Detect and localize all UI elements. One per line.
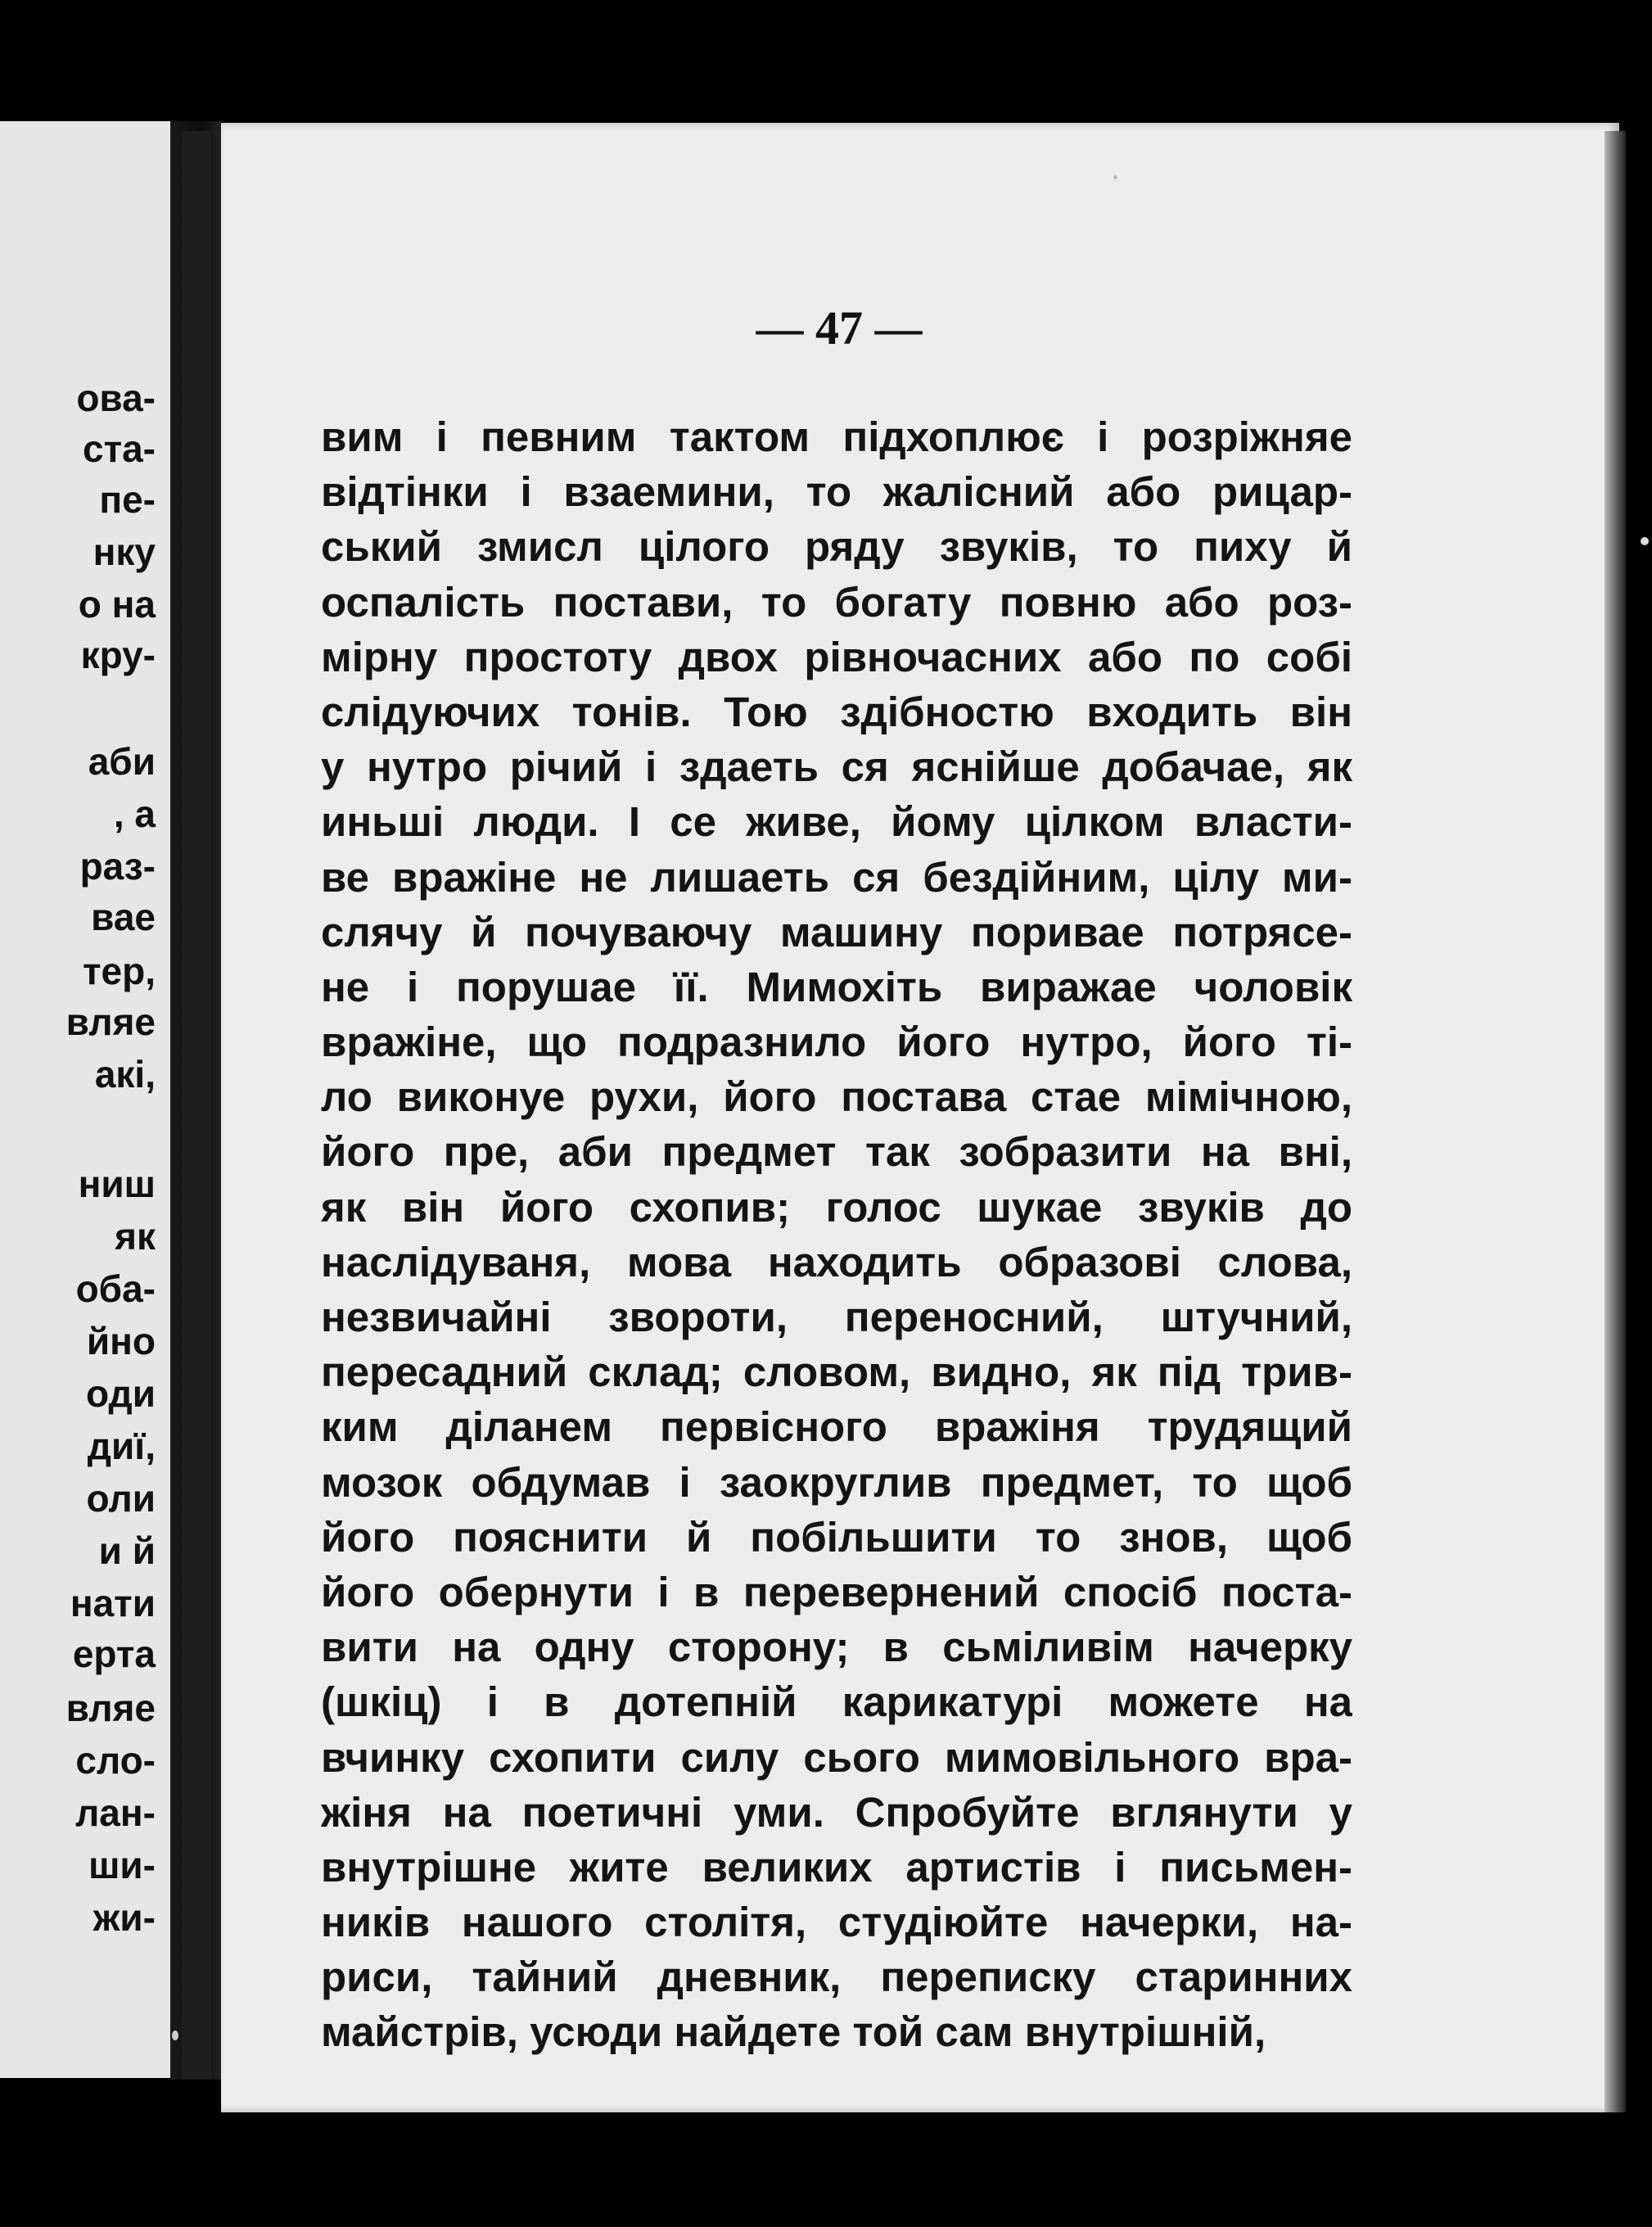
left-page-line: сло-: [75, 1739, 156, 1782]
text-line: оспалість постави, то богату повню або роз-: [321, 578, 1352, 626]
page-number: — 47 —: [756, 301, 923, 355]
speck: [1113, 175, 1117, 179]
text-line: майстрів, усюди найдете той сам внутрішній,: [321, 2008, 1266, 2056]
left-page-line: оба-: [75, 1267, 156, 1310]
text-line: вчинку схопити силу сього мимовільного вра-: [321, 1733, 1352, 1781]
text-line: ський змисл цілого ряду звуків, то пиху й: [321, 523, 1352, 571]
text-line: жіня на поетичні уми. Спробуйте вглянути у: [321, 1788, 1352, 1836]
text-line: не і порушае її. Мимохіть виражае чоловік: [321, 963, 1352, 1010]
left-page-line: диї,: [87, 1425, 156, 1467]
left-page-line: аби: [88, 740, 156, 783]
left-page-line: пе-: [99, 478, 156, 521]
text-line: відтінки і взаемини, то жалісний або рицар-: [321, 468, 1352, 516]
text-line: ло виконуе рухи, його постава стае мімічною,: [321, 1073, 1352, 1121]
left-page-line: и й: [98, 1529, 156, 1572]
text-line: вити на одну сторону; в сьміливім начерку: [321, 1624, 1352, 1671]
left-page-line: оди: [86, 1372, 156, 1415]
text-line: вражіне, що подразнило його нутро, його ті-: [321, 1019, 1352, 1066]
text-line: слідуючих тонів. Тою здібностю входить він: [321, 688, 1352, 735]
left-page-line: нку: [93, 531, 156, 573]
text-line: (шкіц) і в дотепній карикатурі можете на: [321, 1678, 1352, 1726]
left-page: [0, 121, 172, 2078]
left-page-line: , а: [113, 793, 156, 835]
page-edge: [1605, 131, 1626, 2112]
left-page-line: нати: [70, 1582, 156, 1624]
text-line: слячу й почуваючу машину поривае потрясе-: [321, 908, 1352, 955]
text-line: ників нашого столітя, студіюйте начерки, на-: [321, 1899, 1352, 1946]
text-line: його пояснити й побільшити то знов, щоб: [321, 1513, 1352, 1561]
left-page-line: вляе: [65, 1001, 156, 1043]
left-page-line: ова-: [76, 377, 156, 419]
left-page-line: ста-: [82, 427, 156, 470]
left-page-line: йно: [86, 1320, 156, 1362]
left-page-line: жи-: [93, 1896, 156, 1939]
left-page-line: тер,: [83, 950, 156, 992]
gutter-shadow: [182, 131, 211, 2080]
left-page-line: лан-: [75, 1791, 156, 1834]
speck: [172, 2030, 178, 2040]
left-page-line: ниш: [78, 1163, 156, 1205]
left-page-line: вае: [91, 896, 156, 938]
text-line: його пре, аби предмет так зобразити на вні,: [321, 1128, 1352, 1176]
text-line: мозок обдумав і заокруглив предмет, то щоб: [321, 1458, 1352, 1506]
text-line: його обернути і в перевернений спосіб поста-: [321, 1568, 1352, 1615]
left-page-line: як: [115, 1215, 156, 1258]
left-page-line: раз-: [79, 845, 156, 888]
left-page-line: о на: [78, 583, 156, 626]
left-page-line: акі,: [94, 1053, 156, 1095]
text-line: ве вражіне не лишаеть ся бездійним, цілу ми-: [321, 853, 1352, 901]
body-text: [321, 409, 1352, 2060]
left-page-line: кру-: [80, 634, 156, 676]
text-line: внутрішне жите великих артистів і письмен-: [321, 1843, 1352, 1890]
text-line: у нутро річий і здаеть ся яснійше добачае, як: [321, 743, 1352, 791]
text-line: незвичайні звороти, переносний, штучний,: [321, 1294, 1352, 1340]
text-line: вим і певним тактом підхоплює і розріжняе: [321, 413, 1352, 460]
text-line: мірну простоту двох рівночасних або по собі: [321, 633, 1352, 680]
text-line: ким діланем первісного вражіня трудящий: [321, 1403, 1352, 1451]
text-line: риси, тайний дневник, переписку старинних: [321, 1954, 1352, 2001]
text-line: як він його схопив; голос шукае звуків до: [321, 1183, 1352, 1231]
left-page-line: ши-: [88, 1844, 156, 1886]
left-page-line: оли: [86, 1477, 156, 1520]
text-line: пересадний склад; словом, видно, як під трив-: [321, 1348, 1352, 1396]
left-page-line: ерта: [72, 1633, 156, 1675]
text-line: наслідуваня, мова находить образові слова,: [321, 1238, 1352, 1285]
speck: [1641, 537, 1649, 545]
left-page-line: вляе: [65, 1687, 156, 1729]
text-line: иньші люди. І се живе, йому цілком власти-: [321, 798, 1352, 846]
